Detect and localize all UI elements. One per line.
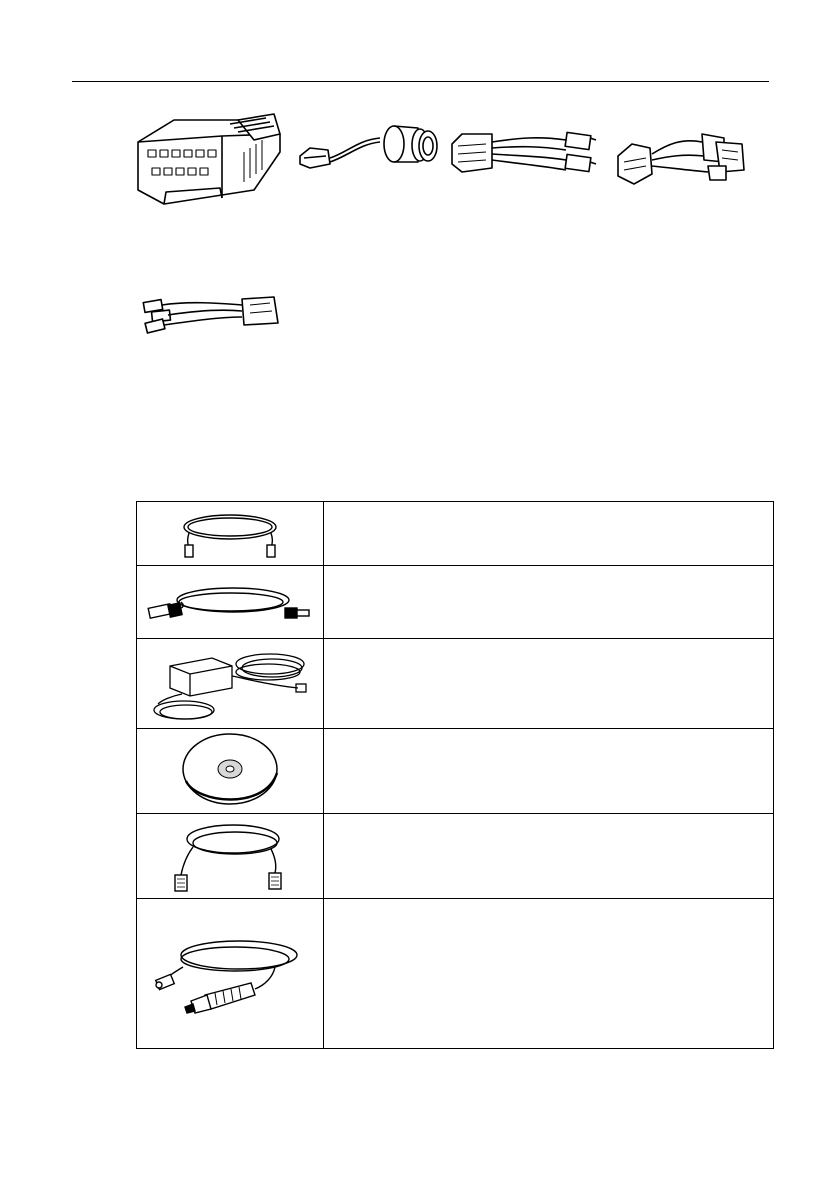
accessory-description bbox=[324, 899, 774, 1049]
header-rule bbox=[72, 81, 769, 82]
table-image-cell bbox=[137, 566, 324, 639]
obd-splitter-cable-icon bbox=[448, 124, 598, 184]
table-image-cell bbox=[137, 729, 324, 814]
accessory-description bbox=[324, 814, 774, 899]
multi-plug-adapter-icon bbox=[138, 291, 284, 339]
table-row bbox=[137, 729, 774, 814]
cd-disc-icon bbox=[180, 733, 280, 809]
accessory-description bbox=[324, 502, 774, 566]
table-image-cell bbox=[137, 502, 324, 566]
table-row bbox=[137, 899, 774, 1049]
y-adapter-cable-icon bbox=[612, 122, 748, 188]
table-row bbox=[137, 502, 774, 566]
vci-connector-icon bbox=[134, 112, 284, 208]
round-adapter-cable-icon bbox=[296, 118, 441, 180]
table-row bbox=[137, 639, 774, 729]
accessory-description bbox=[324, 566, 774, 639]
power-adapter-icon bbox=[152, 644, 308, 724]
usb-a-cable-icon bbox=[145, 580, 315, 624]
accessories-table bbox=[136, 501, 774, 1049]
table-row bbox=[137, 814, 774, 899]
table-image-cell bbox=[137, 814, 324, 899]
table-image-cell bbox=[137, 639, 324, 729]
accessory-description bbox=[324, 639, 774, 729]
accessory-description bbox=[324, 729, 774, 814]
ethernet-cable-icon bbox=[171, 819, 289, 893]
table-row bbox=[137, 566, 774, 639]
cigarette-lighter-cable-icon bbox=[155, 933, 305, 1015]
table-image-cell bbox=[137, 899, 324, 1049]
usb-cable-icon bbox=[175, 509, 285, 559]
